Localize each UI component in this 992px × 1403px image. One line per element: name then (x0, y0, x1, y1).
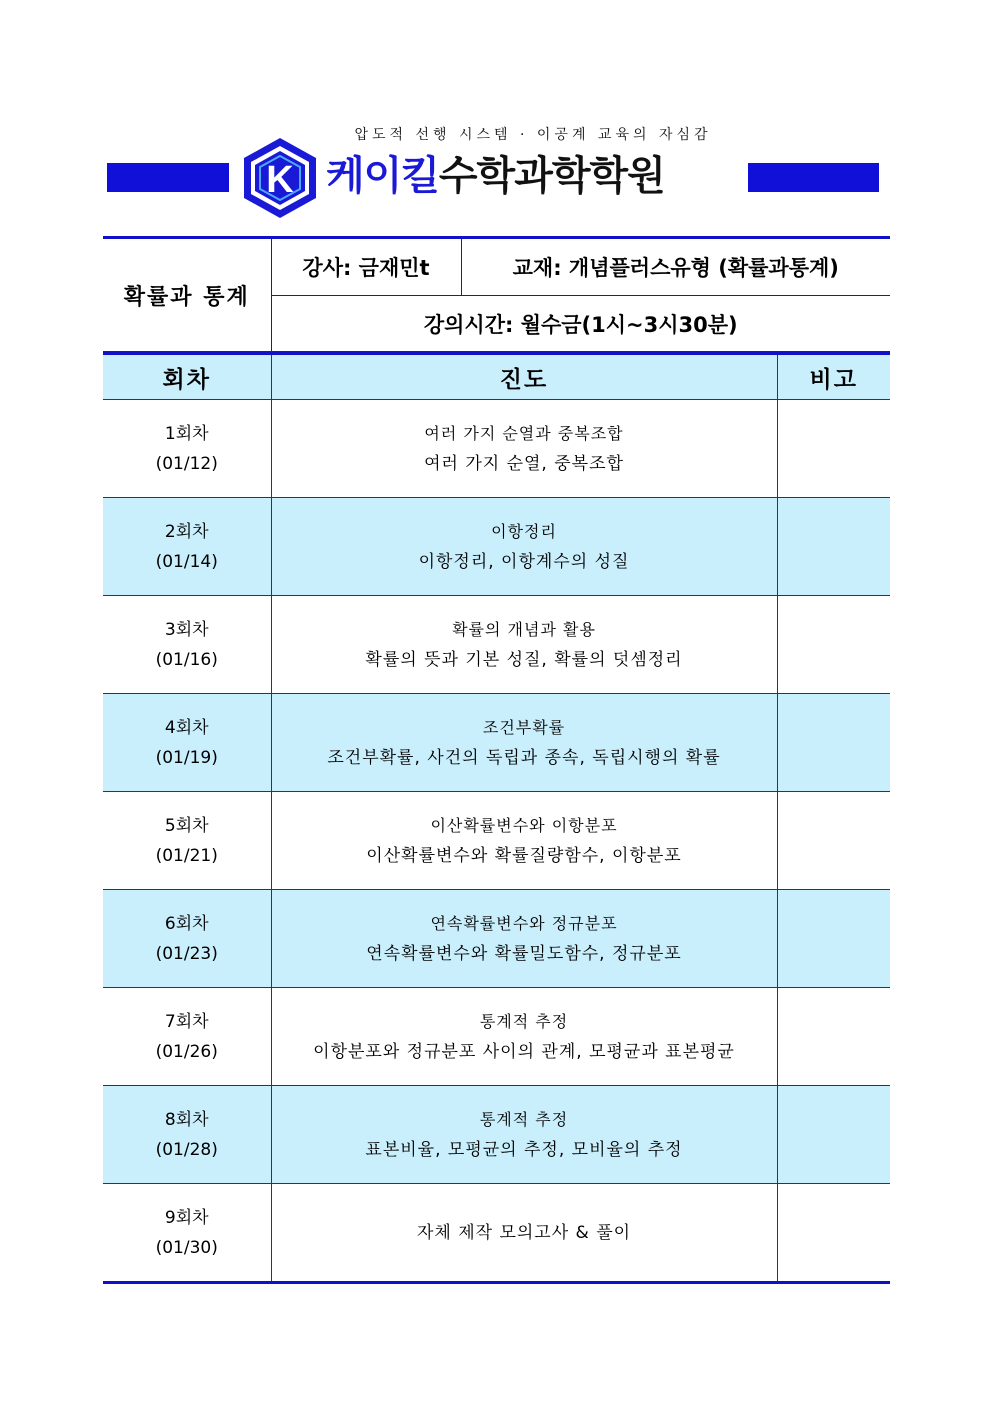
session-cell (103, 596, 271, 694)
progress-cell (271, 890, 777, 988)
note-cell (777, 988, 890, 1086)
progress-cell (271, 792, 777, 890)
progress-cell (271, 988, 777, 1086)
topic-title: 이산확률변수와 이항분포 (430, 815, 618, 835)
table-row (103, 890, 890, 988)
session-label: 4회차 (164, 717, 209, 738)
session-cell (103, 694, 271, 792)
brand-part-2: 수학과학학원 (438, 153, 665, 199)
session-cell (103, 1086, 271, 1184)
session-date: (01/12) (155, 453, 218, 474)
topic-title: 연속확률변수와 정규분포 (430, 913, 618, 933)
topic-detail: 이항분포와 정규분포 사이의 관계, 모평균과 표본평균 (313, 1041, 735, 1062)
progress-cell (271, 400, 777, 498)
session-label: 5회차 (164, 815, 209, 836)
topic-detail: 여러 가지 순열, 중복조합 (424, 453, 624, 474)
session-cell (103, 988, 271, 1086)
session-date: (01/14) (155, 551, 218, 572)
subject-title: 확률과 통계 (103, 238, 271, 352)
session-cell (103, 1184, 271, 1283)
session-date: (01/26) (155, 1041, 218, 1062)
session-label: 7회차 (164, 1011, 209, 1032)
progress-cell (271, 694, 777, 792)
note-cell (777, 890, 890, 988)
table-row (103, 1184, 890, 1283)
session-date: (01/19) (155, 747, 218, 768)
topic-title: 통계적 추정 (479, 1011, 569, 1031)
tagline: 압도적 선행 시스템 · 이공계 교육의 자심감 (354, 127, 712, 143)
progress-cell (271, 596, 777, 694)
note-cell (777, 1184, 890, 1283)
header-note: 비고 (777, 354, 890, 400)
session-label: 6회차 (164, 913, 209, 934)
topic-title: 확률의 개념과 활용 (452, 619, 596, 639)
right-decorative-bar (748, 163, 879, 192)
note-cell (777, 1086, 890, 1184)
table-row (103, 596, 890, 694)
progress-cell (271, 1184, 777, 1283)
table-row (103, 988, 890, 1086)
topic-detail: 이항정리, 이항계수의 성질 (418, 551, 630, 572)
table-row (103, 694, 890, 792)
table-row (103, 498, 890, 596)
note-cell (777, 792, 890, 890)
session-label: 2회차 (164, 521, 209, 542)
left-decorative-bar (107, 163, 229, 192)
topic-detail: 연속확률변수와 확률밀도함수, 정규분포 (366, 943, 682, 964)
session-cell (103, 792, 271, 890)
instructor-cell: 강사: 금재민t (271, 238, 461, 296)
topic-title: 자체 제작 모의고사 & 풀이 (416, 1222, 632, 1243)
table-row (103, 400, 890, 498)
course-info-table (103, 236, 890, 352)
table-header-row (103, 354, 890, 400)
session-date: (01/16) (155, 649, 218, 670)
topic-detail: 표본비율, 모평균의 추정, 모비율의 추정 (365, 1139, 683, 1160)
schedule-cell: 강의시간: 월수금(1시~3시30분) (271, 296, 890, 352)
brand-name (326, 146, 665, 206)
topic-title: 여러 가지 순열과 중복조합 (424, 423, 624, 443)
session-cell (103, 498, 271, 596)
logo-letter: K (266, 159, 294, 201)
progress-cell (271, 1086, 777, 1184)
note-cell (777, 400, 890, 498)
session-cell (103, 890, 271, 988)
session-date: (01/21) (155, 845, 218, 866)
session-label: 9회차 (164, 1207, 209, 1228)
session-label: 8회차 (164, 1109, 209, 1130)
topic-title: 이항정리 (491, 521, 557, 541)
schedule-table (103, 352, 890, 1284)
brand-part-1: 케이킬 (326, 153, 439, 199)
topic-detail: 이산확률변수와 확률질량함수, 이항분포 (366, 845, 682, 866)
topic-detail: 조건부확률, 사건의 독립과 종속, 독립시행의 확률 (327, 747, 721, 768)
session-label: 3회차 (164, 619, 209, 640)
k-hexagon-logo-icon (238, 136, 322, 220)
textbook-cell: 교재: 개념플러스유형 (확률과통계) (461, 238, 890, 296)
table-row (103, 1086, 890, 1184)
session-cell (103, 400, 271, 498)
header-session: 회차 (103, 354, 271, 400)
topic-title: 조건부확률 (482, 717, 566, 737)
table-row (103, 792, 890, 890)
session-label: 1회차 (164, 423, 209, 444)
topic-title: 통계적 추정 (479, 1109, 569, 1129)
note-cell (777, 596, 890, 694)
session-date: (01/30) (155, 1237, 218, 1258)
note-cell (777, 498, 890, 596)
topic-detail: 확률의 뜻과 기본 성질, 확률의 덧셈정리 (365, 649, 683, 670)
progress-cell (271, 498, 777, 596)
note-cell (777, 694, 890, 792)
session-date: (01/28) (155, 1139, 218, 1160)
header-progress: 진도 (271, 354, 777, 400)
session-date: (01/23) (155, 943, 218, 964)
